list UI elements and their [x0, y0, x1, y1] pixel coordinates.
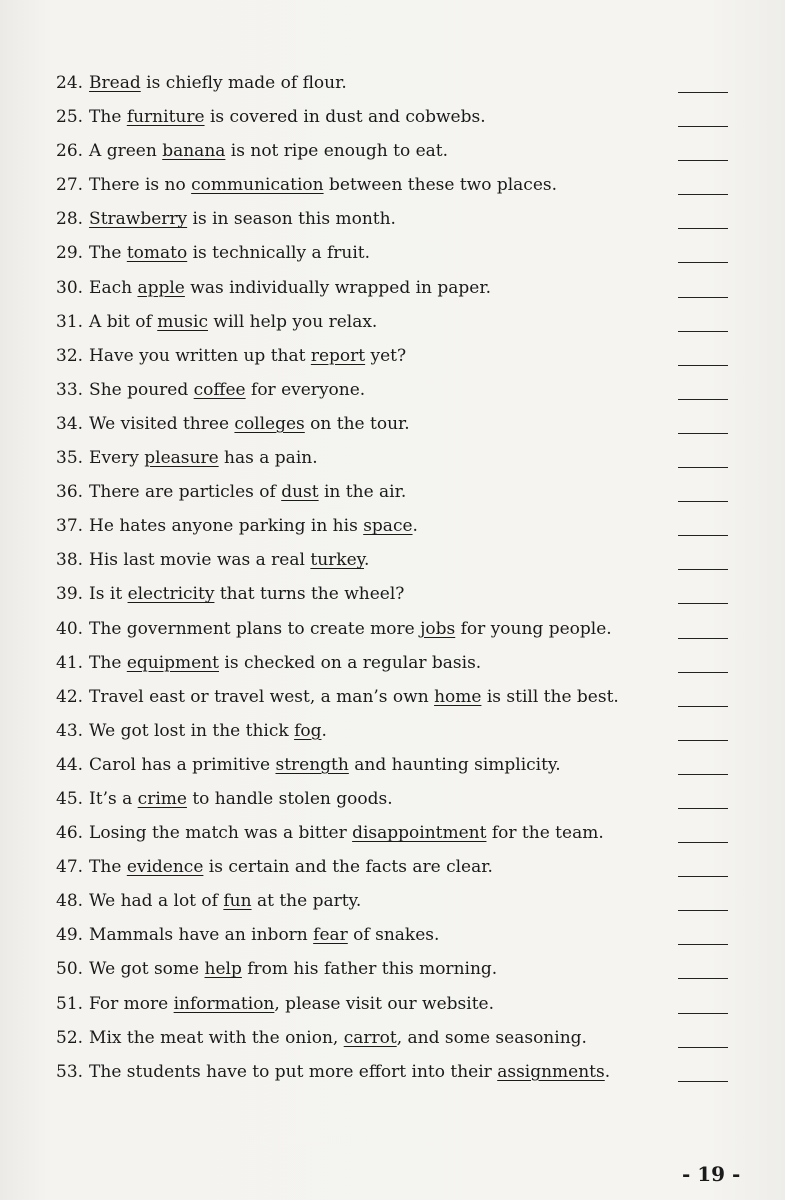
- sentence-end: .: [604, 1061, 611, 1082]
- sentence-start: We visited three: [89, 413, 235, 434]
- sentence-start: Mammals have an inborn: [89, 925, 314, 946]
- answer-blank[interactable]: [678, 1013, 728, 1014]
- exercise-item: [56, 104, 736, 138]
- answer-blank[interactable]: [678, 910, 728, 911]
- answer-blank[interactable]: [678, 944, 728, 945]
- underlined-noun: report: [310, 345, 366, 366]
- item-number: 24.: [56, 73, 84, 93]
- sentence-start: There is no: [89, 175, 192, 196]
- item-number: 49.: [56, 925, 84, 946]
- item-number: 41.: [56, 652, 84, 673]
- answer-blank[interactable]: [678, 228, 728, 229]
- underlined-noun: music: [157, 311, 208, 332]
- answer-blank[interactable]: [678, 433, 728, 434]
- exercise-sentence: [56, 788, 393, 810]
- exercise-item: [56, 513, 736, 547]
- answer-blank[interactable]: [678, 331, 728, 332]
- underlined-noun: electricity: [127, 584, 215, 605]
- sentence-start: We got lost in the thick: [89, 720, 295, 741]
- sentence-end: of snakes.: [347, 925, 440, 946]
- sentence-start: The students have to put more effort into their: [89, 1061, 498, 1082]
- item-number: 39.: [56, 584, 84, 605]
- item-number: 38.: [56, 550, 84, 571]
- sentence-start: Losing the match was a bitter: [89, 823, 353, 844]
- sentence-end: from his father this morning.: [241, 959, 498, 980]
- answer-blank[interactable]: [678, 638, 728, 639]
- item-number: 29.: [56, 243, 84, 264]
- sentence-end: .: [412, 516, 418, 537]
- sentence-start: Is it: [89, 584, 128, 605]
- sentence-end: is not ripe enough to eat.: [225, 141, 449, 162]
- sentence-end: .: [363, 550, 370, 571]
- sentence-end: is in season this month.: [187, 209, 396, 230]
- exercise-item: [56, 991, 736, 1025]
- sentence-end: is certain and the facts are clear.: [203, 857, 493, 878]
- exercise-item: [56, 684, 736, 718]
- sentence-start: It’s a: [89, 788, 138, 809]
- answer-blank[interactable]: [678, 740, 728, 741]
- exercise-sentence: [56, 549, 369, 571]
- answer-blank[interactable]: [678, 706, 728, 707]
- answer-blank[interactable]: [678, 876, 728, 877]
- sentence-end: was individually wrapped in paper.: [184, 277, 492, 298]
- exercise-item: [56, 172, 736, 206]
- sentence-end: is still the best.: [481, 686, 619, 707]
- item-number: 40.: [56, 618, 84, 639]
- item-number: 50.: [56, 959, 84, 980]
- item-number: 53.: [56, 1061, 84, 1082]
- underlined-noun: carrot: [343, 1027, 397, 1048]
- answer-blank[interactable]: [678, 126, 728, 127]
- exercise-item: [56, 479, 736, 513]
- exercise-sentence: [56, 583, 404, 605]
- exercise-item: [56, 820, 736, 854]
- exercise-item: [56, 752, 736, 786]
- item-number: 43.: [56, 720, 84, 741]
- exercise-item: [56, 547, 736, 581]
- sentence-start: We got some: [89, 959, 205, 980]
- underlined-noun: coffee: [193, 379, 246, 400]
- sentence-end: , please visit our website.: [274, 993, 494, 1014]
- exercise-item: [56, 922, 736, 956]
- exercise-sentence: [56, 924, 439, 946]
- exercise-sentence: [56, 993, 494, 1015]
- sentence-start: She poured: [89, 379, 194, 400]
- item-number: 42.: [56, 686, 84, 707]
- exercise-sentence: [56, 754, 561, 776]
- exercise-sentence: [56, 481, 406, 503]
- sentence-end: yet?: [365, 345, 407, 366]
- item-number: 33.: [56, 379, 84, 400]
- sentence-start: The: [89, 107, 127, 128]
- underlined-noun: pleasure: [144, 448, 219, 469]
- item-number: 28.: [56, 209, 84, 230]
- exercise-item: [56, 445, 736, 479]
- sentence-end: for young people.: [455, 618, 612, 639]
- item-number: 45.: [56, 788, 84, 809]
- exercise-sentence: [56, 720, 327, 742]
- answer-blank[interactable]: [678, 399, 728, 400]
- exercise-sentence: [56, 208, 396, 230]
- exercise-sentence: [56, 652, 481, 674]
- sentence-end: is covered in dust and cobwebs.: [204, 107, 486, 128]
- sentence-end: in the air.: [318, 482, 407, 503]
- underlined-noun: banana: [162, 141, 226, 162]
- exercise-sentence: [56, 1027, 587, 1049]
- sentence-start: A bit of: [89, 311, 158, 332]
- exercise-item: [56, 581, 736, 615]
- sentence-end: .: [321, 720, 327, 741]
- exercise-sentence: [56, 822, 604, 844]
- exercise-item: [56, 275, 736, 309]
- sentence-start: Carol has a primitive: [89, 754, 276, 775]
- sentence-start: For more: [89, 993, 174, 1014]
- answer-blank[interactable]: [678, 262, 728, 263]
- exercise-sentence: [56, 890, 361, 912]
- sentence-start: Have you written up that: [89, 345, 311, 366]
- exercise-item: [56, 411, 736, 445]
- exercise-sentence: [56, 686, 619, 708]
- underlined-noun: disappointment: [352, 823, 487, 844]
- exercise-item: [56, 956, 736, 990]
- exercise-sentence: [56, 515, 418, 537]
- answer-blank[interactable]: [678, 467, 728, 468]
- sentence-end: is chiefly made of flour.: [140, 73, 347, 93]
- exercise-item: [56, 1025, 736, 1059]
- exercise-item: [56, 650, 736, 684]
- sentence-start: A green: [89, 141, 163, 162]
- exercise-item: [56, 309, 736, 343]
- underlined-noun: fear: [313, 925, 348, 946]
- answer-blank[interactable]: [678, 160, 728, 161]
- item-number: 26.: [56, 141, 84, 162]
- item-number: 31.: [56, 311, 84, 332]
- exercise-sentence: [56, 277, 491, 299]
- exercise-item: [56, 343, 736, 377]
- exercise-item: [56, 718, 736, 752]
- exercise-item: [56, 240, 736, 274]
- answer-blank[interactable]: [678, 672, 728, 673]
- sentence-start: The government plans to create more: [89, 618, 421, 639]
- answer-blank[interactable]: [678, 365, 728, 366]
- underlined-noun: apple: [137, 277, 185, 298]
- answer-blank[interactable]: [678, 603, 728, 604]
- exercise-item: [56, 854, 736, 888]
- item-number: 30.: [56, 277, 84, 298]
- exercise-sentence: [56, 174, 557, 196]
- item-number: 44.: [56, 754, 84, 775]
- answer-blank[interactable]: [678, 194, 728, 195]
- underlined-noun: furniture: [126, 107, 205, 128]
- item-number: 46.: [56, 823, 84, 844]
- answer-blank[interactable]: [678, 842, 728, 843]
- sentence-end: for everyone.: [245, 379, 366, 400]
- underlined-noun: turkey: [310, 550, 364, 571]
- sentence-end: on the tour.: [304, 413, 410, 434]
- exercise-item: [56, 138, 736, 172]
- sentence-end: is checked on a regular basis.: [218, 652, 482, 673]
- sentence-start: Each: [89, 277, 138, 298]
- exercise-sentence: [56, 413, 410, 435]
- exercise-item: [56, 1059, 736, 1093]
- exercise-sentence: [56, 958, 497, 980]
- exercise-sentence: [56, 1061, 610, 1083]
- item-number: 48.: [56, 891, 84, 912]
- exercise-sentence: [56, 311, 377, 333]
- answer-blank[interactable]: [678, 92, 728, 93]
- exercise-item: [56, 786, 736, 820]
- item-number: 51.: [56, 993, 84, 1014]
- underlined-noun: dust: [281, 482, 319, 503]
- answer-blank[interactable]: [678, 774, 728, 775]
- sentence-end: is technically a fruit.: [187, 243, 371, 264]
- sentence-start: We had a lot of: [89, 891, 224, 912]
- exercise-list: [56, 70, 736, 1093]
- answer-blank[interactable]: [678, 978, 728, 979]
- exercise-sentence: [56, 618, 612, 640]
- underlined-noun: information: [173, 993, 275, 1014]
- sentence-start: Mix the meat with the onion,: [89, 1027, 344, 1048]
- exercise-sentence: [56, 140, 448, 162]
- item-number: 34.: [56, 413, 84, 434]
- sentence-start: He hates anyone parking in his: [89, 516, 364, 537]
- exercise-sentence: [56, 379, 365, 401]
- underlined-noun: home: [434, 686, 482, 707]
- sentence-start: His last movie was a real: [89, 550, 311, 571]
- sentence-end: for the team.: [486, 823, 604, 844]
- item-number: 37.: [56, 516, 84, 537]
- item-number: 52.: [56, 1027, 84, 1048]
- exercise-item: [56, 377, 736, 411]
- underlined-noun: Bread: [89, 73, 141, 93]
- exercise-sentence: [56, 447, 318, 469]
- item-number: 27.: [56, 175, 84, 196]
- exercise-item: [56, 616, 736, 650]
- exercise-sentence: [56, 106, 486, 128]
- underlined-noun: evidence: [126, 857, 204, 878]
- exercise-sentence: [56, 242, 370, 264]
- underlined-noun: crime: [137, 788, 187, 809]
- sentence-end: will help you relax.: [207, 311, 378, 332]
- exercise-sentence: [56, 72, 347, 94]
- sentence-start: There are particles of: [89, 482, 282, 503]
- underlined-noun: space: [363, 516, 413, 537]
- exercise-sentence: [56, 856, 493, 878]
- page-number: - 19 -: [682, 1162, 741, 1186]
- answer-blank[interactable]: [678, 569, 728, 570]
- sentence-start: The: [89, 652, 127, 673]
- sentence-end: has a pain.: [218, 448, 318, 469]
- exercise-item: [56, 888, 736, 922]
- answer-blank[interactable]: [678, 501, 728, 502]
- sentence-start: Every: [89, 448, 145, 469]
- underlined-noun: communication: [191, 175, 324, 196]
- underlined-noun: equipment: [126, 652, 219, 673]
- underlined-noun: fog: [294, 720, 322, 741]
- exercise-sentence: [56, 345, 406, 367]
- answer-blank[interactable]: [678, 297, 728, 298]
- underlined-noun: help: [204, 959, 242, 980]
- underlined-noun: colleges: [234, 413, 305, 434]
- sentence-end: to handle stolen goods.: [186, 788, 393, 809]
- item-number: 25.: [56, 107, 84, 128]
- underlined-noun: fun: [223, 891, 252, 912]
- underlined-noun: assignments: [497, 1061, 605, 1082]
- sentence-start: The: [89, 857, 127, 878]
- exercise-item: [56, 70, 736, 104]
- answer-blank[interactable]: [678, 535, 728, 536]
- sentence-end: between these two places.: [323, 175, 558, 196]
- underlined-noun: jobs: [420, 618, 456, 639]
- sentence-end: that turns the wheel?: [214, 584, 405, 605]
- item-number: 32.: [56, 345, 84, 366]
- sentence-start: Travel east or travel west, a man’s own: [89, 686, 435, 707]
- answer-blank[interactable]: [678, 1047, 728, 1048]
- sentence-end: and haunting simplicity.: [348, 754, 561, 775]
- item-number: 47.: [56, 857, 84, 878]
- sentence-end: at the party.: [251, 891, 362, 912]
- answer-blank[interactable]: [678, 808, 728, 809]
- underlined-noun: tomato: [126, 243, 188, 264]
- underlined-noun: Strawberry: [89, 209, 188, 230]
- item-number: 35.: [56, 448, 84, 469]
- answer-blank[interactable]: [678, 1081, 728, 1082]
- exercise-item: [56, 206, 736, 240]
- sentence-start: The: [89, 243, 127, 264]
- underlined-noun: strength: [275, 754, 349, 775]
- sentence-end: , and some seasoning.: [396, 1027, 587, 1048]
- item-number: 36.: [56, 482, 84, 503]
